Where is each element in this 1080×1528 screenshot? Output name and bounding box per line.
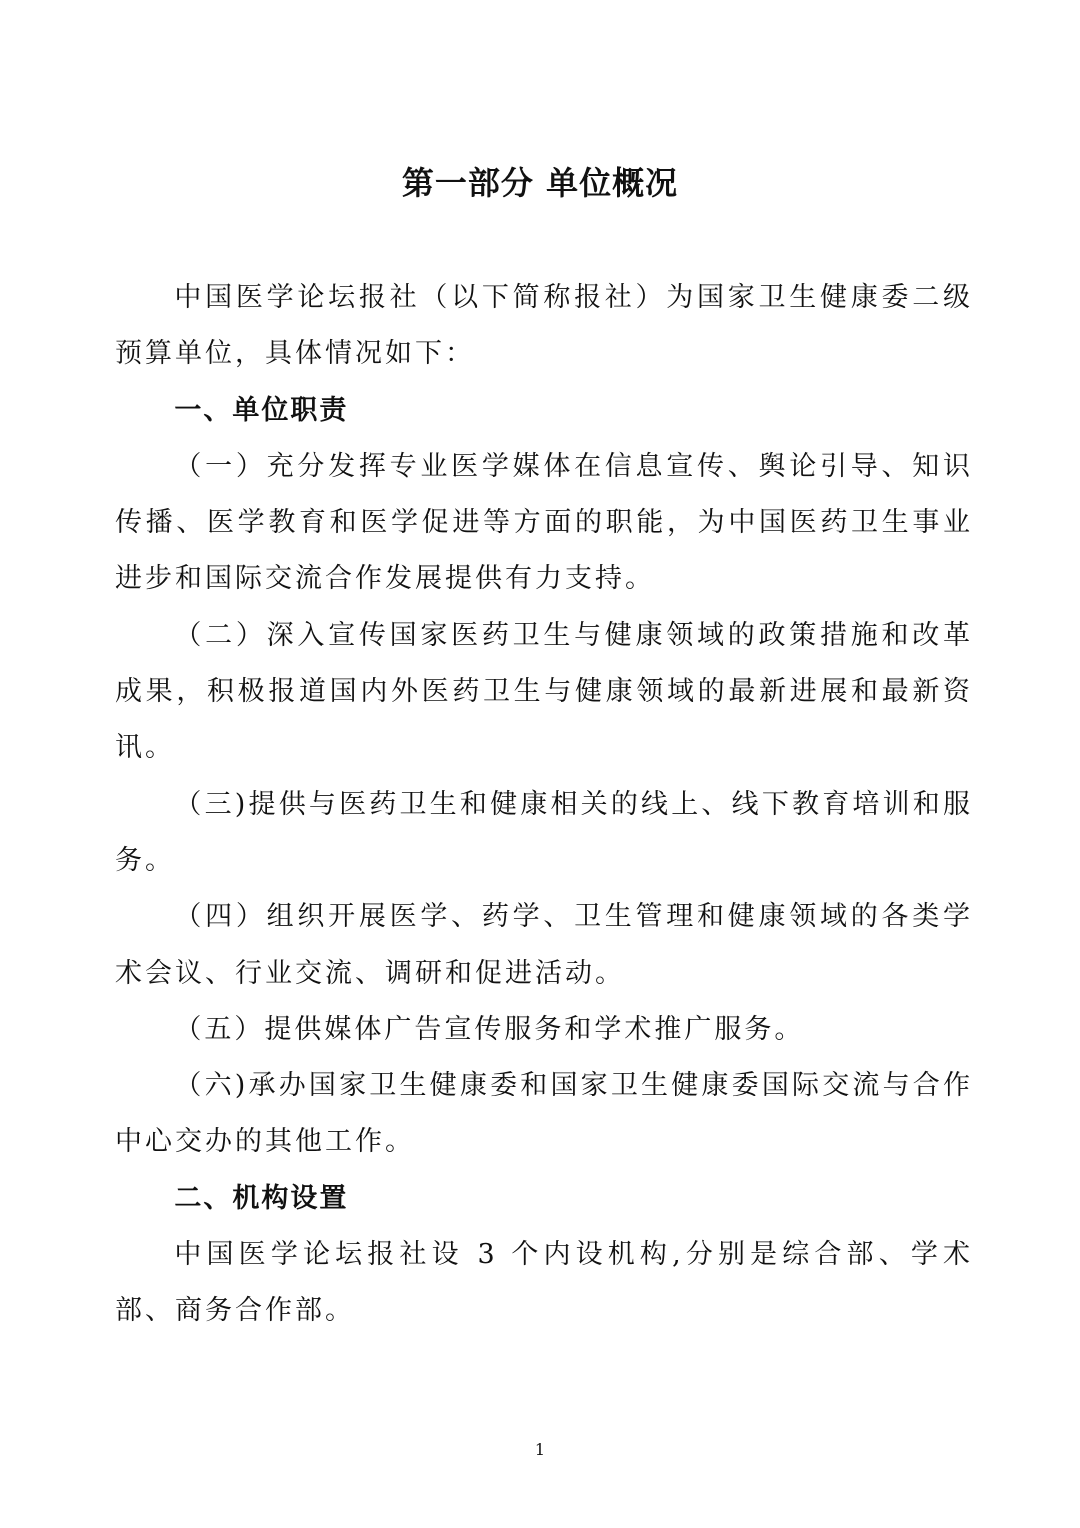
structure-paragraph: 中国医学论坛报社设 3 个内设机构,分别是综合部、学术部、商务合作部。 (115, 1239, 973, 1327)
intro-paragraph: 中国医学论坛报社（以下简称报社）为国家卫生健康委二级预算单位，具体情况如下： (115, 282, 973, 370)
page-title: 第一部分 单位概况 (401, 164, 679, 202)
duty-item-2: （二）深入宣传国家医药卫生与健康领域的政策措施和改革成果，积极报道国内外医药卫生与健康领域的最新进展和最新资讯。 (115, 619, 973, 764)
section-heading-structure: 二、机构设置 (174, 1182, 349, 1214)
duty-item-4: （四）组织开展医学、药学、卫生管理和健康领域的各类学术会议、行业交流、调研和促进活动。 (115, 901, 973, 989)
section-heading-duties: 一、单位职责 (174, 394, 349, 426)
duty-item-5: （五）提供媒体广告宣传服务和学术推广服务。 (174, 1013, 805, 1045)
page-number: 1 (534, 1440, 546, 1459)
duty-item-6: （六)承办国家卫生健康委和国家卫生健康委国际交流与合作中心交办的其他工作。 (115, 1070, 973, 1158)
document-body (115, 270, 973, 1340)
duty-item-3: （三)提供与医药卫生和健康相关的线上、线下教育培训和服务。 (115, 788, 973, 876)
duty-item-1: （一）充分发挥专业医学媒体在信息宣传、舆论引导、知识传播、医学教育和医学促进等方面的职能，为中国医药卫生事业进步和国际交流合作发展提供有力支持。 (115, 450, 973, 595)
